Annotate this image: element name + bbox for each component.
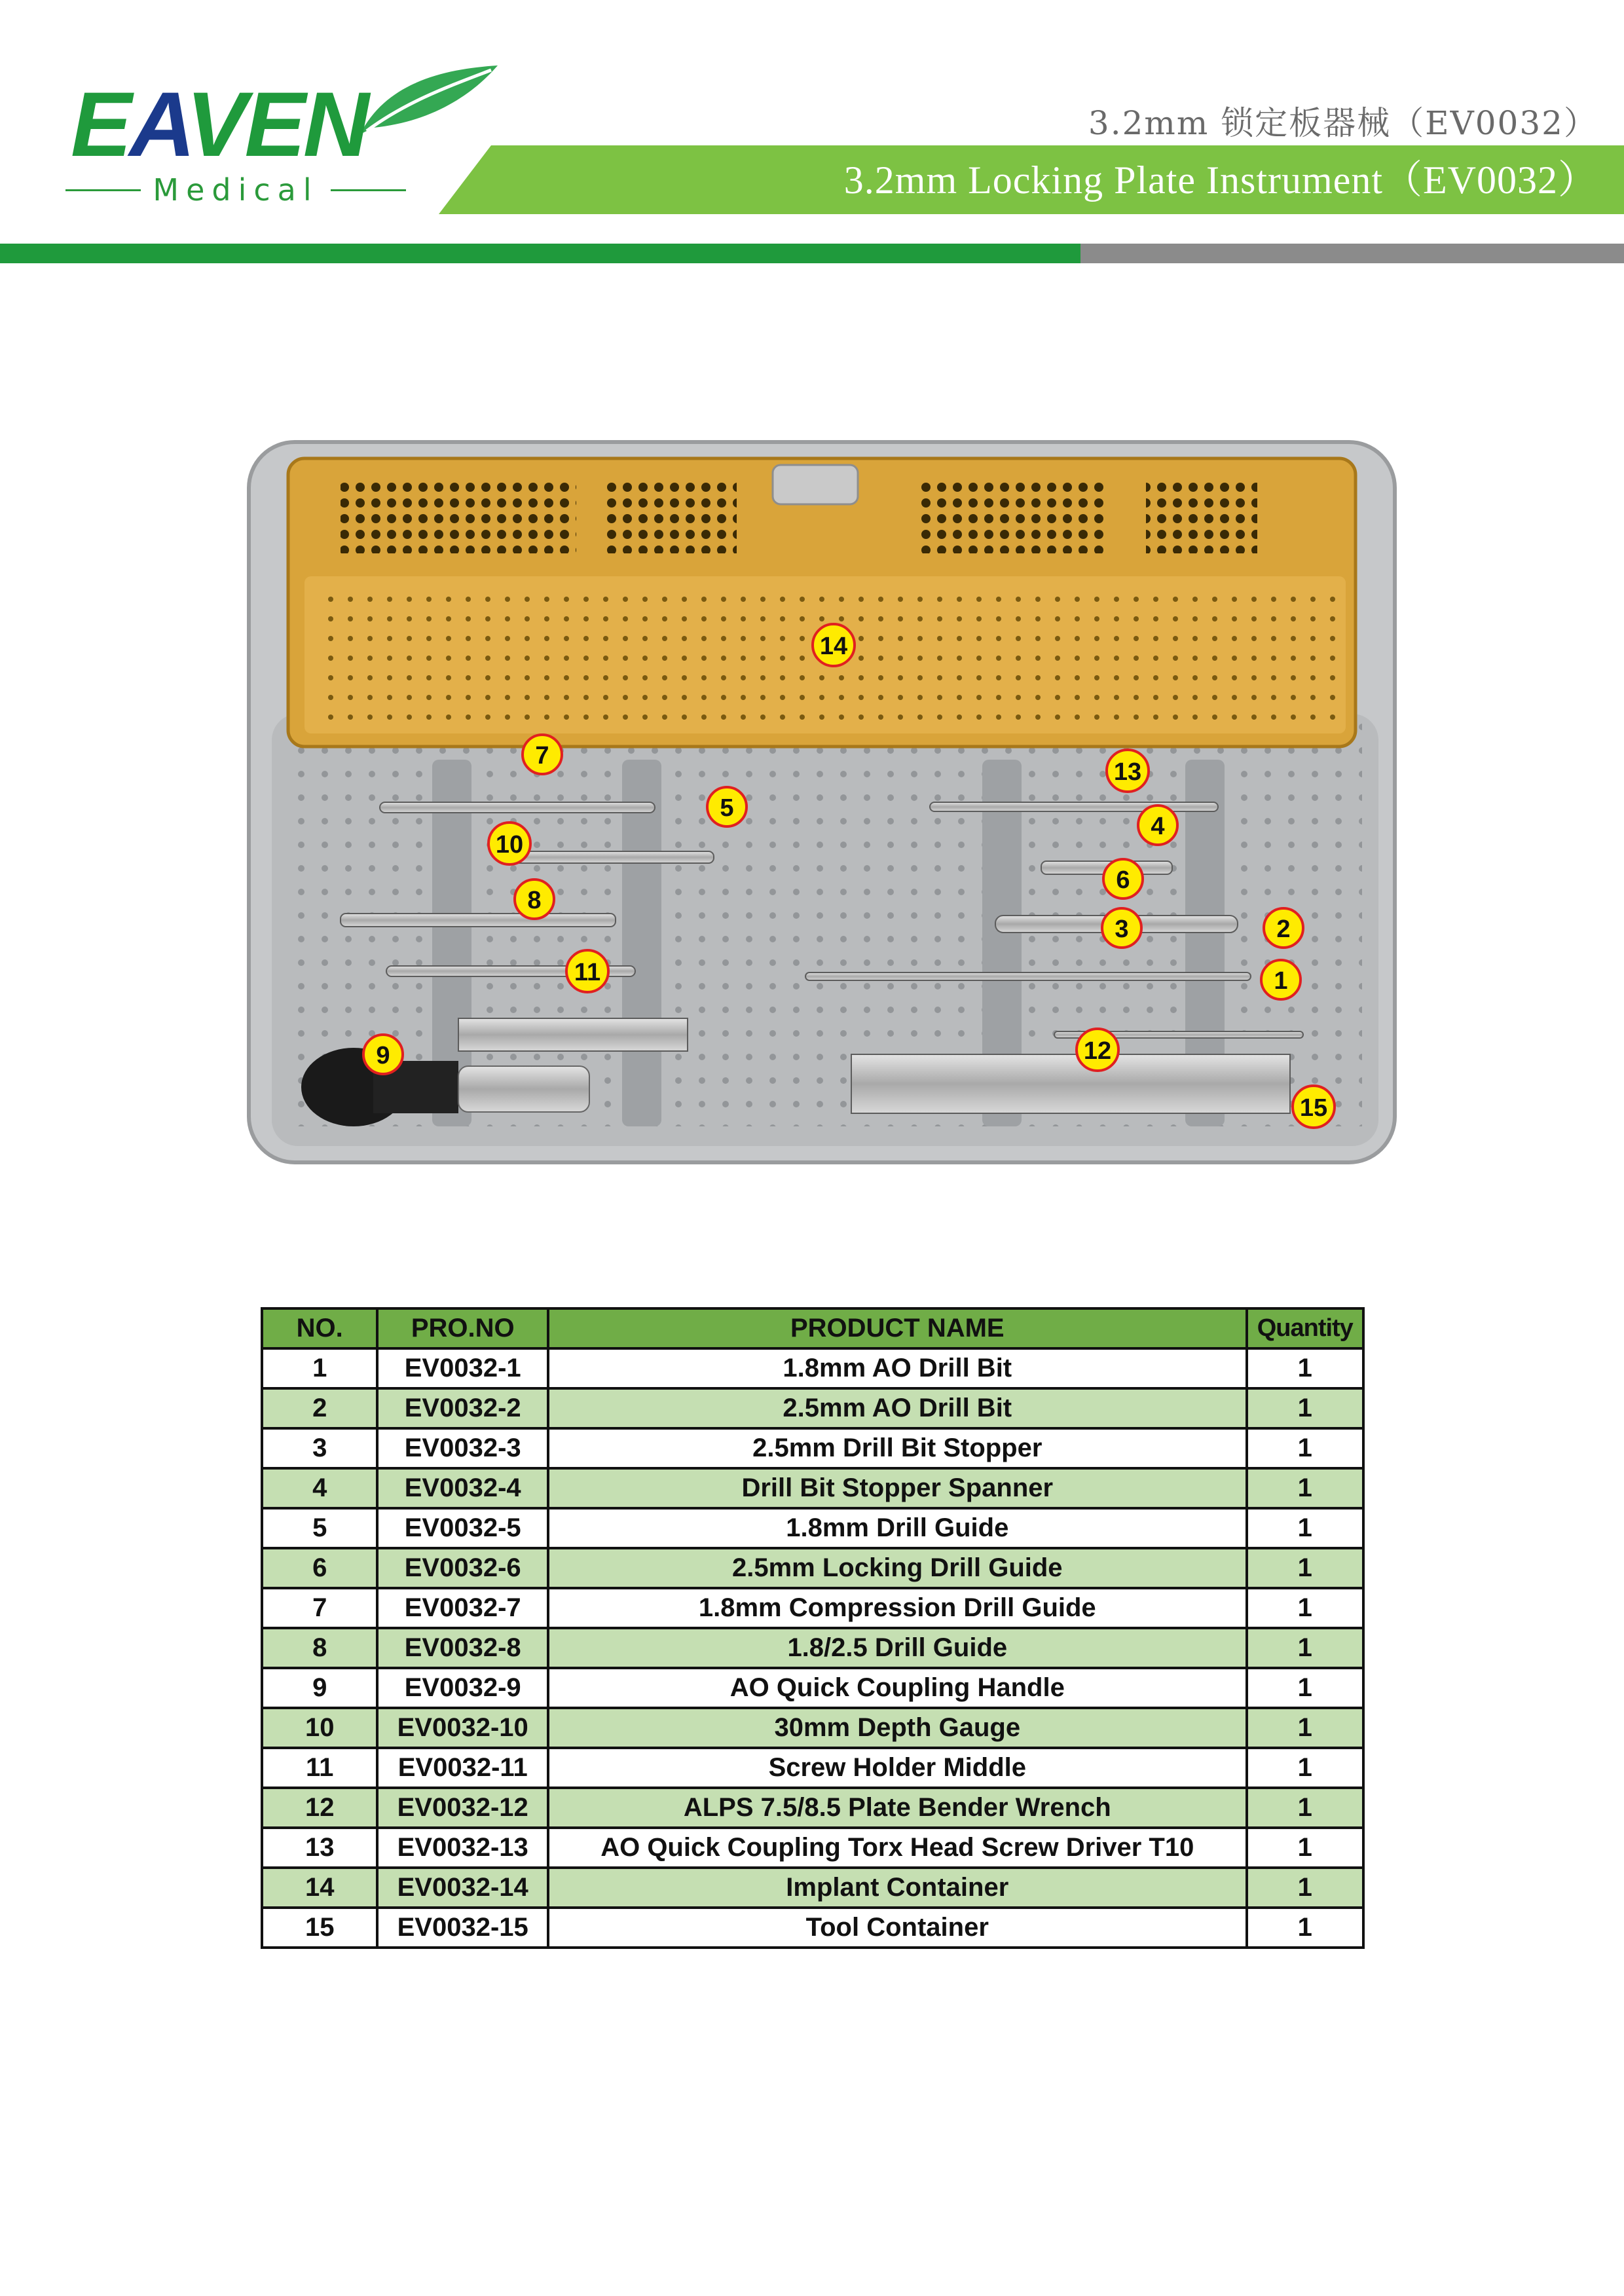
cell-quantity: 1: [1247, 1908, 1363, 1948]
cell-product-name: Implant Container: [548, 1868, 1247, 1908]
cell-quantity: 1: [1247, 1708, 1363, 1748]
cell-pro-no: EV0032-7: [377, 1588, 548, 1628]
cell-no: 2: [262, 1388, 377, 1428]
logo-wordmark: EAVEN: [71, 73, 367, 176]
cell-product-name: 1.8/2.5 Drill Guide: [548, 1628, 1247, 1668]
document-title-cn: 3.2mm 锁定板器械（EV0032）: [1088, 104, 1598, 142]
cell-pro-no: EV0032-8: [377, 1628, 548, 1668]
cell-quantity: 1: [1247, 1428, 1363, 1468]
logo-rule-left: [65, 189, 141, 191]
callout-13-label: 13: [1113, 758, 1142, 786]
cell-product-name: 1.8mm AO Drill Bit: [548, 1348, 1247, 1388]
cell-pro-no: EV0032-1: [377, 1348, 548, 1388]
cell-quantity: 1: [1247, 1748, 1363, 1788]
header-product-name: PRODUCT NAME: [548, 1308, 1247, 1348]
implant-container: [288, 458, 1356, 747]
callout-12: [1077, 1029, 1118, 1071]
table-row: [262, 1468, 1363, 1508]
table-row: [262, 1548, 1363, 1588]
cell-quantity: 1: [1247, 1788, 1363, 1828]
cell-product-name: AO Quick Coupling Torx Head Screw Driver T10: [548, 1828, 1247, 1868]
table-row: [262, 1428, 1363, 1468]
cell-no: 3: [262, 1428, 377, 1468]
cell-product-name: 1.8mm Compression Drill Guide: [548, 1588, 1247, 1628]
header-quantity: Quantity: [1247, 1308, 1363, 1348]
callout-9-label: 9: [376, 1042, 390, 1069]
table-row: [262, 1628, 1363, 1668]
callout-1: [1261, 960, 1301, 999]
callout-14: [813, 624, 855, 666]
cell-pro-no: EV0032-15: [377, 1908, 548, 1948]
cell-pro-no: EV0032-4: [377, 1468, 548, 1508]
callout-7-label: 7: [535, 742, 549, 769]
cell-pro-no: EV0032-14: [377, 1868, 548, 1908]
cell-quantity: 1: [1247, 1628, 1363, 1668]
cell-quantity: 1: [1247, 1868, 1363, 1908]
cell-product-name: 2.5mm Locking Drill Guide: [548, 1548, 1247, 1588]
cell-no: 1: [262, 1348, 377, 1388]
cell-pro-no: EV0032-5: [377, 1508, 548, 1548]
cell-product-name: ALPS 7.5/8.5 Plate Bender Wrench: [548, 1788, 1247, 1828]
callout-6: [1103, 859, 1143, 898]
table-row: [262, 1788, 1363, 1828]
cell-product-name: AO Quick Coupling Handle: [548, 1668, 1247, 1708]
table-row: [262, 1388, 1363, 1428]
callout-8: [515, 880, 554, 919]
cell-pro-no: EV0032-12: [377, 1788, 548, 1828]
table-row: [262, 1508, 1363, 1548]
callout-11: [566, 950, 608, 992]
cell-pro-no: EV0032-11: [377, 1748, 548, 1788]
cell-product-name: 30mm Depth Gauge: [548, 1708, 1247, 1748]
logo-subtitle: [59, 170, 413, 210]
table-row: [262, 1908, 1363, 1948]
callout-14-label: 14: [819, 633, 848, 660]
page-header: [0, 0, 1624, 268]
cell-quantity: 1: [1247, 1548, 1363, 1588]
callout-4: [1138, 805, 1177, 845]
table-row: [262, 1668, 1363, 1708]
cell-pro-no: EV0032-9: [377, 1668, 548, 1708]
callout-9: [363, 1035, 403, 1074]
cell-quantity: 1: [1247, 1828, 1363, 1868]
callout-3-label: 3: [1115, 916, 1129, 943]
callout-2: [1264, 908, 1303, 948]
logo-sub-brand: Medical: [153, 172, 319, 208]
cell-product-name: 2.5mm AO Drill Bit: [548, 1388, 1247, 1428]
table-row: [262, 1708, 1363, 1748]
callout-10-label: 10: [495, 831, 524, 859]
callout-12-label: 12: [1083, 1037, 1112, 1065]
cell-pro-no: EV0032-3: [377, 1428, 548, 1468]
callout-7: [523, 735, 562, 774]
header-bar-gray: [1080, 244, 1624, 263]
cell-product-name: 2.5mm Drill Bit Stopper: [548, 1428, 1247, 1468]
callout-15: [1293, 1086, 1335, 1128]
instrument-tray-photo: [242, 432, 1401, 1172]
cell-pro-no: EV0032-10: [377, 1708, 548, 1748]
callout-2-label: 2: [1276, 916, 1291, 943]
cell-product-name: 1.8mm Drill Guide: [548, 1508, 1247, 1548]
cell-no: 5: [262, 1508, 377, 1548]
cell-no: 13: [262, 1828, 377, 1868]
logo-rule-right: [331, 189, 406, 191]
header-no: NO.: [262, 1308, 377, 1348]
callout-11-label: 11: [574, 959, 601, 986]
cell-no: 7: [262, 1588, 377, 1628]
cell-product-name: Screw Holder Middle: [548, 1748, 1247, 1788]
table-row: [262, 1868, 1363, 1908]
cell-no: 8: [262, 1628, 377, 1668]
callout-4-label: 4: [1151, 813, 1165, 840]
callout-5: [707, 787, 747, 826]
cell-quantity: 1: [1247, 1588, 1363, 1628]
cell-pro-no: EV0032-13: [377, 1828, 548, 1868]
cell-no: 9: [262, 1668, 377, 1708]
cell-quantity: 1: [1247, 1348, 1363, 1388]
cell-no: 6: [262, 1548, 377, 1588]
table-row: [262, 1748, 1363, 1788]
cell-no: 14: [262, 1868, 377, 1908]
cell-quantity: 1: [1247, 1508, 1363, 1548]
cell-product-name: Drill Bit Stopper Spanner: [548, 1468, 1247, 1508]
cell-pro-no: EV0032-6: [377, 1548, 548, 1588]
callout-13: [1107, 750, 1149, 792]
callout-3: [1102, 908, 1141, 948]
header-bar-green: [0, 244, 1080, 263]
leaf-icon: [347, 62, 504, 141]
callout-6-label: 6: [1116, 866, 1130, 894]
document-title-en: 3.2mm Locking Plate Instrument（EV0032）: [843, 158, 1598, 202]
cell-quantity: 1: [1247, 1388, 1363, 1428]
table-row: [262, 1588, 1363, 1628]
cell-no: 15: [262, 1908, 377, 1948]
callout-5-label: 5: [720, 794, 734, 822]
table-header-row: [262, 1308, 1363, 1348]
callout-1-label: 1: [1274, 967, 1288, 995]
table-row: [262, 1348, 1363, 1388]
cell-no: 11: [262, 1748, 377, 1788]
table-row: [262, 1828, 1363, 1868]
cell-quantity: 1: [1247, 1668, 1363, 1708]
callout-15-label: 15: [1299, 1094, 1328, 1122]
parts-table: [261, 1307, 1365, 1949]
cell-no: 12: [262, 1788, 377, 1828]
cell-product-name: Tool Container: [548, 1908, 1247, 1948]
cell-no: 4: [262, 1468, 377, 1508]
callout-10: [489, 823, 530, 864]
cell-quantity: 1: [1247, 1468, 1363, 1508]
company-logo: [59, 65, 445, 208]
header-pro-no: PRO.NO: [377, 1308, 548, 1348]
callout-8-label: 8: [527, 887, 542, 914]
cell-no: 10: [262, 1708, 377, 1748]
cell-pro-no: EV0032-2: [377, 1388, 548, 1428]
